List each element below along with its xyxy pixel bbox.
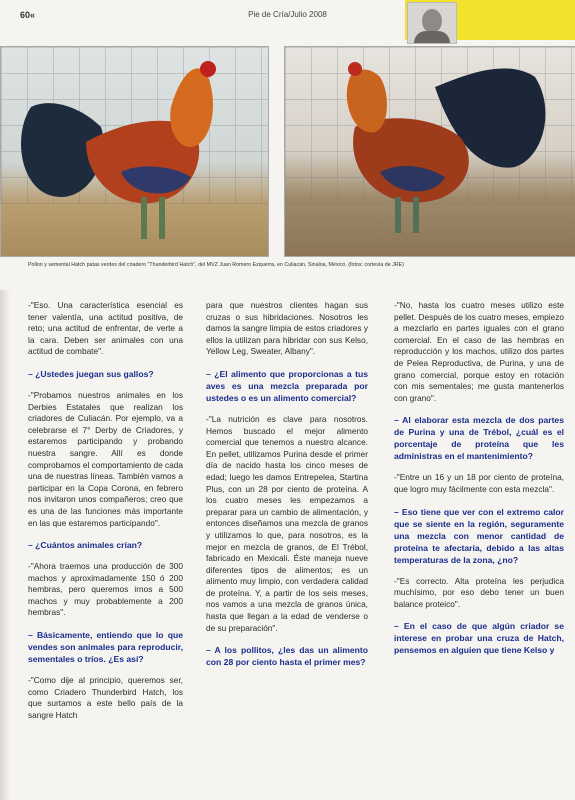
paragraph: -"Entre un 16 y un 18 por ciento de proteína, que logro muy fácilmente con esta mezcla". — [394, 472, 564, 494]
paragraph: -"Como dije al principio, queremos ser, como Criadero Thunderbird Hatch, los que surtamos a este bello país de la sangre Hatch — [28, 675, 183, 720]
question: – ¿Cuántos animales crían? — [28, 540, 143, 551]
question: – Básicamente, entiendo que lo que vendes son animales para reproducir, sementales o tríos. ¿Es así? — [28, 630, 183, 665]
page-gutter-shadow — [0, 290, 10, 800]
photo-caption: Pollon y semental Hatch patas verdes del criadero "Thunderbird Hatch", del MVZ Juan Romero Ezquerra, en Culiacán, Sinaloa, México. (fotos: cortesía de JRE) — [28, 262, 404, 268]
rooster-photo-right — [284, 46, 575, 257]
paragraph: -"No, hasta los cuatro meses utilizo este pellet. Después de los cuatro meses, empiezo a mezclarlo en partes iguales con el grano comercial. En el caso de las hembras en reproducción y los machos, utilizo dos partes de Pelea Reproductiva, de Purina, y una de grano comercial, porque estoy en rotación con mis sementales; me gusta mantenerlos con grano". — [394, 300, 564, 403]
paragraph: -"Ahora traemos una producción de 300 machos y aproximadamente 150 ó 200 hembras, pero queremos irnos a 500 machos y muy probablemente a 200 hembras". — [28, 561, 183, 618]
article-column-1 — [28, 300, 183, 731]
paragraph: -"La nutrición es clave para nosotros. Hemos buscado el mejor alimento comercial que tenemos a nuestro alcance. En pellet, utilizamos Purina desde el primer día de nacido hasta los cinco meses de edad; luego les damos Entrepelea, Startina Plus, con un 28 por ciento de proteína. A los cuatro meses les empezamos a preparar para un cambio de alimentación, y entonces diseñamos una mezcla de granos y utilizamos lo que, para nosotros, es la mejor en mezcla de granos, de El Trébol, fabricado en Mexicali. Éste maneja nueve diferentes tipos de alimentos; es un alimento muy limpio, con verdadera calidad de proteína. Y, a partir de los seis meses, nos vamos a una mezcla de granos única, hasta que llegan a la edad de venderse o de su preparación". — [206, 413, 368, 633]
page-header — [0, 0, 575, 44]
article-column-3 — [394, 300, 564, 666]
article-column-2 — [206, 300, 368, 678]
question: – En el caso de que algún criador se interese en probar una cruza de Hatch, pensemos en alguien que tiene Kelso y — [394, 621, 564, 656]
question: – Al elaborar esta mezcla de dos partes de Purina y una de Trébol, ¿cuál es el porcentaje de proteína que les administras en el mantenimiento? — [394, 415, 564, 462]
paragraph: -"Es correcto. Alta proteína les perjudica muchísimo, por eso debo tener un buen balance proteico". — [394, 575, 564, 609]
rooster-photo-left — [0, 46, 269, 257]
author-photo — [407, 2, 457, 44]
question: – A los pollitos, ¿les das un alimento con 28 por ciento hasta el primer mes? — [206, 645, 368, 668]
paragraph: -"Probamos nuestros animales en los Derbies Estatales que realizan los criadores de Culiacán. Por ejemplo, va a celebrarse el 7° Derby de Criadores, y estaremos participando y probando nuestra sangre. Allí es donde comprobamos el comportamiento de cada una de nuestras líneas. También vamos a participar en la Copa Corona, en febrero nos invitaron unos compañeros; creo que es una de las funciones más importante en las que estaremos participando". — [28, 389, 183, 528]
question: – Eso tiene que ver con el extremo calor que se siente en la región, seguramente una mezcla con menor cantidad de proteína te afectaría, debido a las altas temperaturas de la zona, ¿no? — [394, 506, 564, 565]
question: – ¿El alimento que proporcionas a tus aves es una mezcla preparada por ustedes o es un alimento comercial? — [206, 368, 368, 403]
question: – ¿Ustedes juegan sus gallos? — [28, 368, 154, 379]
page-number: 60« — [20, 10, 36, 20]
paragraph: -"Eso. Una característica esencial es tener valentía, una actitud positiva, de reto; una actitud de enfrentar, de verte a la cara. Deben ser animales con una actitud de combate". — [28, 300, 183, 357]
paragraph: para que nuestros clientes hagan sus cruzas o sus hibridaciones. Nosotros les damos la sangre limpia de estos criadores y ellos la utilizan para hibridar con sus Kelso, Yellow Leg, Sweater, Albany". — [206, 300, 368, 357]
magazine-title: Pie de Cría/Julio 2008 — [248, 10, 327, 19]
